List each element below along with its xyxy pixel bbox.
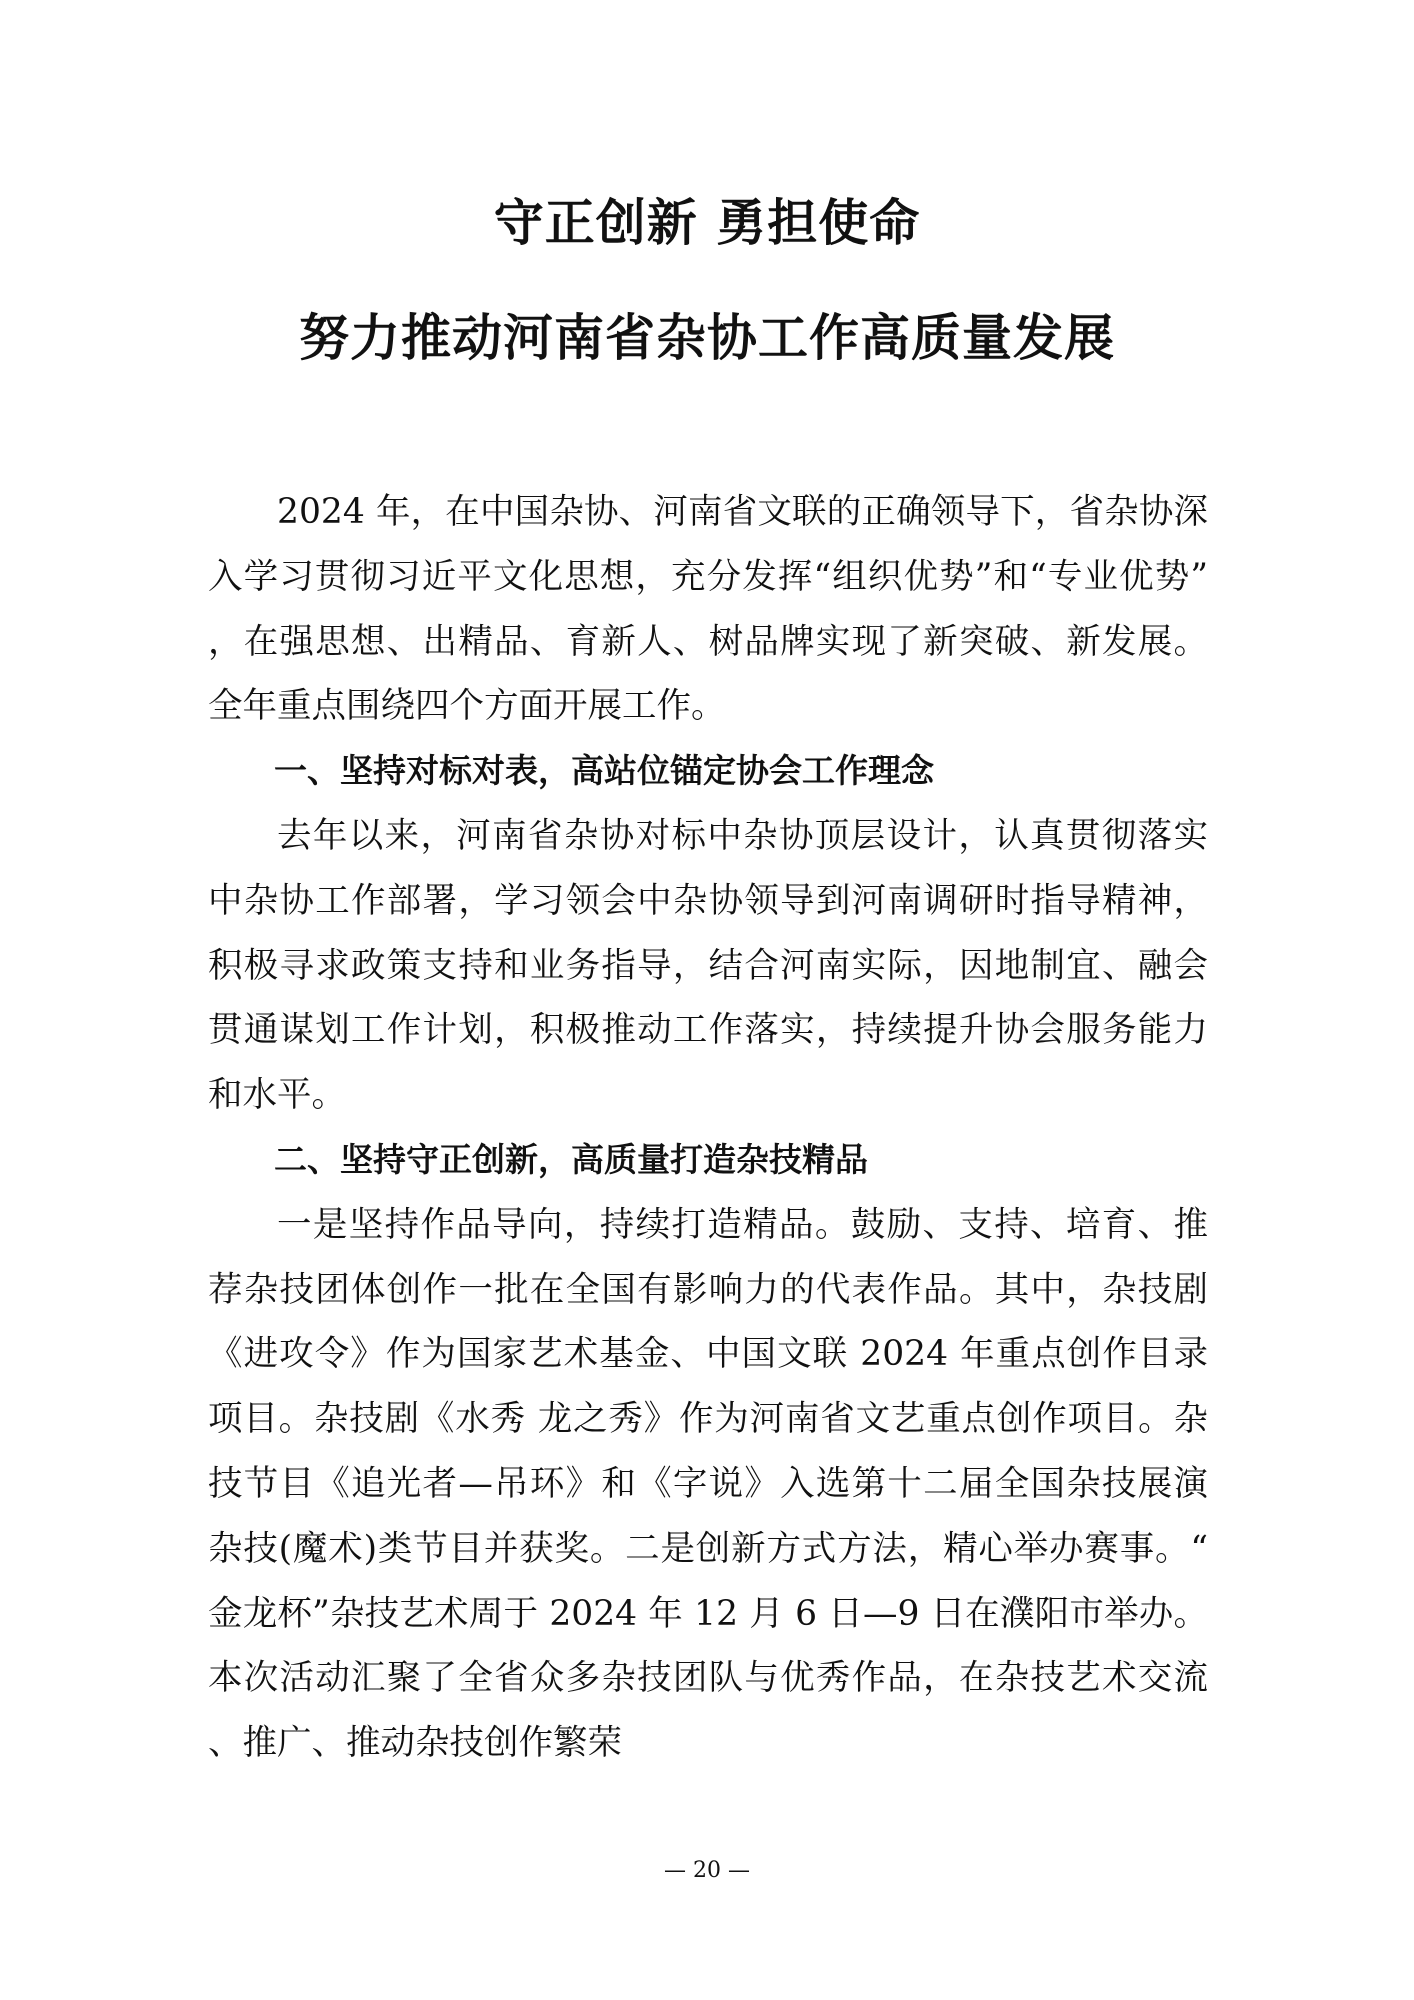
section-heading-1: 一、坚持对标对表，高站位锚定协会工作理念 xyxy=(274,751,934,791)
paragraph-section-1: 去年以来，河南省杂协对标中杂协顶层设计，认真贯彻落实中杂协工作部署，学习领会中杂协领导到河南调研时指导精神，积极寻求政策支持和业务指导，结合河南实际，因地制宜、融会贯通谋划工作计划，积极推动工作落实，持续提升协会服务能力和水平。 xyxy=(208,815,1208,1116)
document-body xyxy=(208,480,1208,1776)
paragraph-intro: 2024 年，在中国杂协、河南省文联的正确领导下，省杂协深入学习贯彻习近平文化思想，充分发挥“组织优势”和“专业优势”，在强思想、出精品、育新人、树品牌实现了新突破、新发展。全年重点围绕四个方面开展工作。 xyxy=(208,492,1208,727)
document-title-line-1: 守正创新 勇担使命 xyxy=(493,194,921,252)
section-heading-2: 二、坚持守正创新，高质量打造杂技精品 xyxy=(274,1139,868,1179)
paragraph-section-2: 一是坚持作品导向，持续打造精品。鼓励、支持、培育、推荐杂技团体创作一批在全国有影响力的代表作品。其中，杂技剧《进攻令》作为国家艺术基金、中国文联 2024 年重点创作目录项目。杂技剧《水秀 龙之秀》作为河南省文艺重点创作项目。杂技节目《追光者—吊环》和《字说》入选第十二届全国杂技展演杂技(魔术)类节目并获奖。二是创新方式方法，精心举办赛事。“金龙杯”杂技艺术周于 2024 年 12 月 6 日—9 日在濮阳市举办。本次活动汇聚了全省众多杂技团队与优秀作品，在杂技艺术交流、推广、推动杂技创作繁荣 xyxy=(208,1204,1208,1764)
page-number: — 20 — xyxy=(664,1858,750,1883)
document-title-line-2: 努力推动河南省杂协工作高质量发展 xyxy=(299,309,1115,367)
